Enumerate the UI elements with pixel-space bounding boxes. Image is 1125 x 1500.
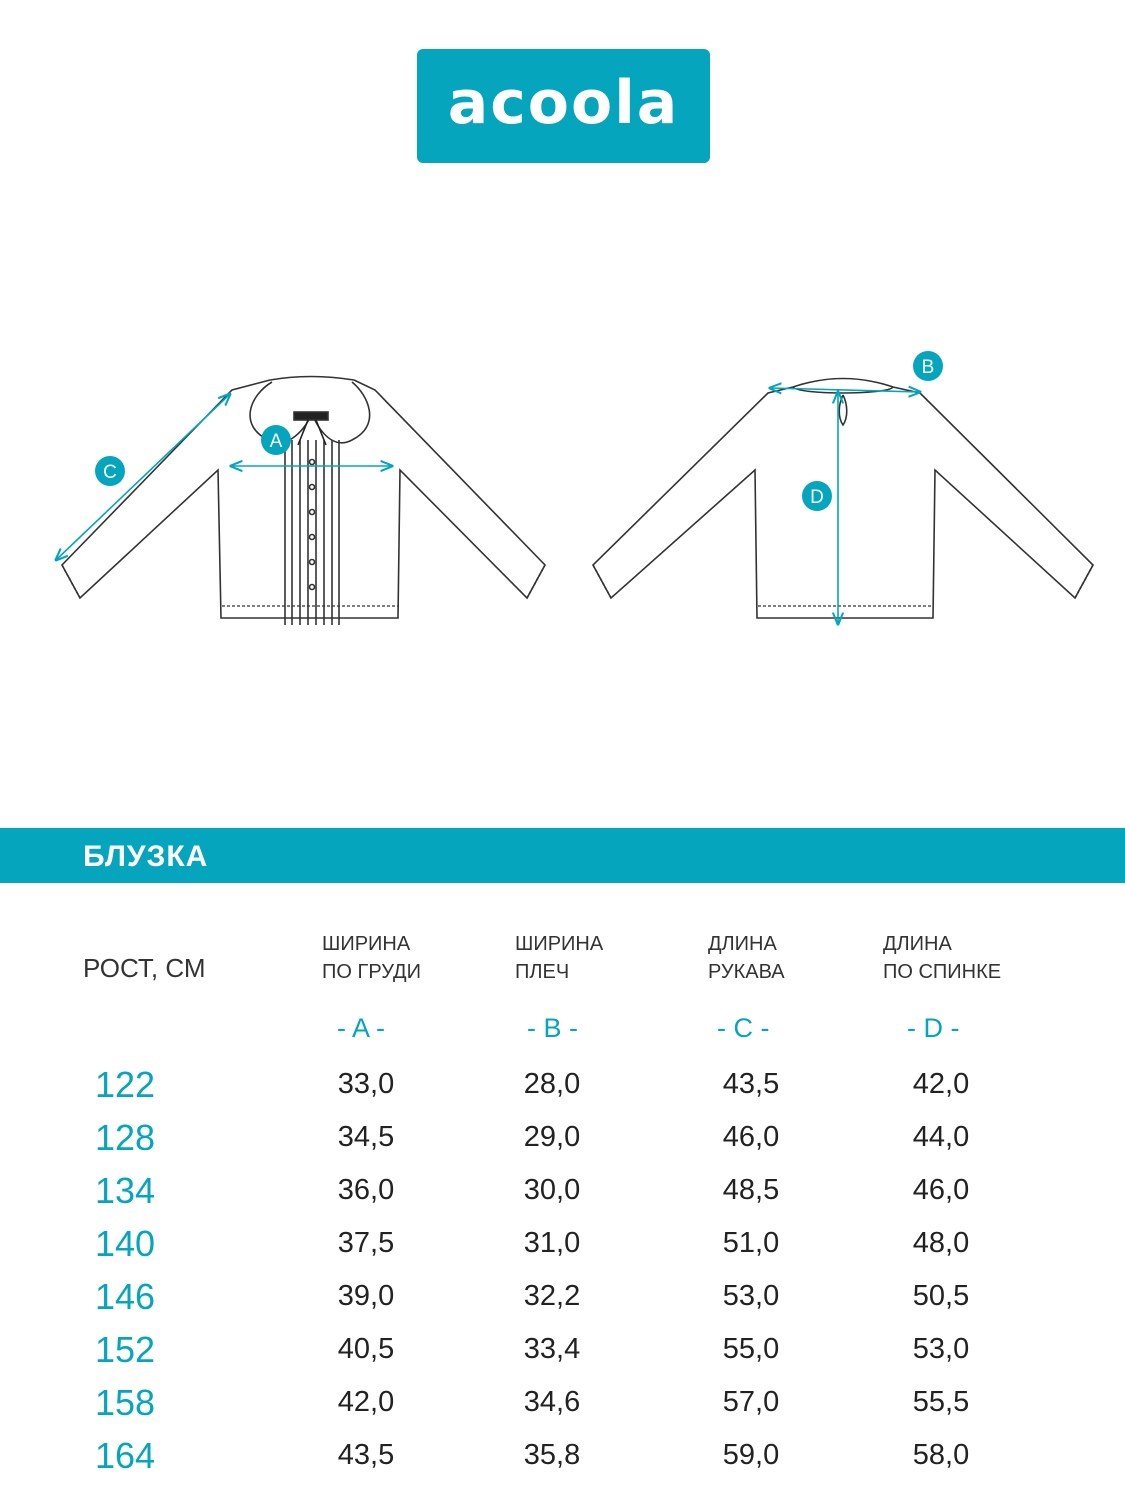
column-header-b-line2: ПЛЕЧ: [515, 961, 570, 983]
table-row: [0, 1117, 1125, 1174]
label-d: D: [810, 487, 824, 508]
column-letter-b: - B -: [527, 1013, 578, 1043]
height-cell: 128: [95, 1117, 156, 1158]
column-header-c-line1: ДЛИНА: [708, 933, 777, 955]
value-cell: 48,5: [722, 1174, 780, 1206]
height-cell: 146: [95, 1276, 156, 1317]
value-cell: 33,4: [523, 1333, 581, 1365]
height-cell: 122: [95, 1064, 156, 1105]
height-column-header: РОСТ, СМ: [83, 953, 206, 983]
value-cell: 48,0: [912, 1227, 970, 1259]
column-letter-a: - A -: [337, 1013, 386, 1043]
value-cell: 32,2: [523, 1280, 581, 1312]
value-cell: 33,0: [337, 1068, 395, 1100]
value-cell: 42,0: [337, 1386, 395, 1418]
value-cell: 43,5: [722, 1068, 780, 1100]
brand-logo: [417, 49, 710, 163]
label-c: C: [103, 462, 117, 483]
value-cell: 34,5: [337, 1121, 395, 1153]
value-cell: 53,0: [722, 1280, 780, 1312]
value-cell: 28,0: [523, 1068, 581, 1100]
column-header-d: [883, 930, 1001, 986]
height-cell: 164: [95, 1435, 156, 1476]
value-cell: 51,0: [722, 1227, 780, 1259]
front-view: [62, 377, 545, 626]
garment-diagram: [0, 340, 1125, 640]
value-cell: 44,0: [912, 1121, 970, 1153]
value-cell: 35,8: [523, 1439, 581, 1471]
table-row: [0, 1223, 1125, 1280]
back-view: [593, 379, 1093, 619]
column-header-d-line1: ДЛИНА: [883, 933, 952, 955]
value-cell: 55,5: [912, 1386, 970, 1418]
value-cell: 53,0: [912, 1333, 970, 1365]
value-cell: 42,0: [912, 1068, 970, 1100]
column-header-c-line2: РУКАВА: [708, 961, 785, 983]
column-letter-c: - C -: [717, 1013, 770, 1043]
label-b: B: [921, 357, 935, 378]
table-row: [0, 1382, 1125, 1439]
column-header-a-line2: ПО ГРУДИ: [322, 961, 421, 983]
logo-text: acoola: [447, 68, 680, 138]
height-cell: 158: [95, 1382, 156, 1423]
table-row: [0, 1435, 1125, 1492]
value-cell: 31,0: [523, 1227, 581, 1259]
column-header-a: [322, 930, 421, 986]
label-a: A: [269, 431, 283, 452]
section-banner: [0, 828, 1125, 883]
measure-labels: [95, 351, 943, 511]
value-cell: 58,0: [912, 1439, 970, 1471]
height-cell: 134: [95, 1170, 156, 1211]
column-letter-d: - D -: [907, 1013, 960, 1043]
value-cell: 30,0: [523, 1174, 581, 1206]
value-cell: 59,0: [722, 1439, 780, 1471]
value-cell: 57,0: [722, 1386, 780, 1418]
value-cell: 37,5: [337, 1227, 395, 1259]
section-title: БЛУЗКА: [83, 840, 209, 873]
table-row: [0, 1064, 1125, 1121]
table-row: [0, 1329, 1125, 1386]
size-table: [0, 1064, 1125, 1492]
column-header-a-line1: ШИРИНА: [322, 933, 411, 955]
table-row: [0, 1276, 1125, 1333]
column-header-b-line1: ШИРИНА: [515, 933, 604, 955]
value-cell: 36,0: [337, 1174, 395, 1206]
height-cell: 152: [95, 1329, 156, 1370]
value-cell: 46,0: [722, 1121, 780, 1153]
value-cell: 39,0: [337, 1280, 395, 1312]
column-header-d-line2: ПО СПИНКЕ: [883, 961, 1002, 983]
value-cell: 50,5: [912, 1280, 970, 1312]
height-cell: 140: [95, 1223, 156, 1264]
value-cell: 29,0: [523, 1121, 581, 1153]
table-row: [0, 1170, 1125, 1227]
column-header-b: [515, 930, 603, 986]
column-header-c: [708, 930, 785, 986]
value-cell: 40,5: [337, 1333, 395, 1365]
value-cell: 34,6: [523, 1386, 581, 1418]
value-cell: 43,5: [337, 1439, 395, 1471]
value-cell: 55,0: [722, 1333, 780, 1365]
value-cell: 46,0: [912, 1174, 970, 1206]
